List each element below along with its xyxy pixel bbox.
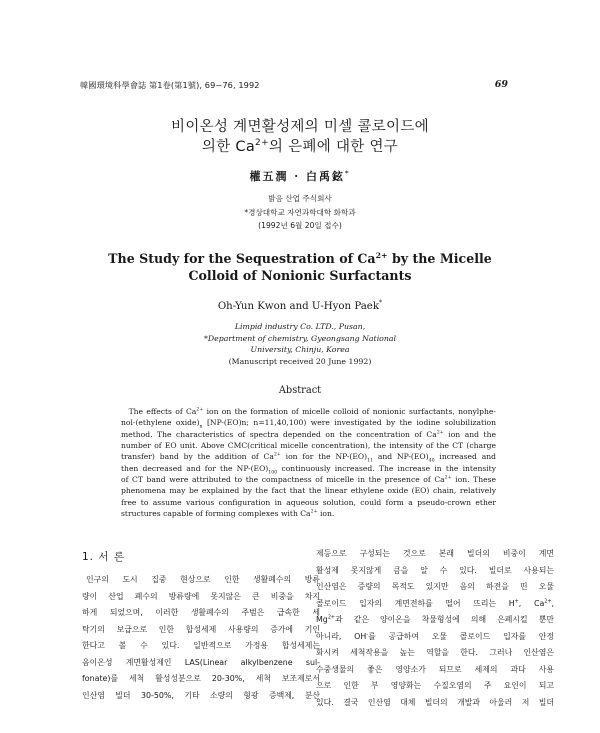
superscript: 2+ [444,475,452,481]
text: of CT band were attributed to the compactness of micelle in the presence of Ca [121,475,445,485]
body-line: fonate)를 세척 활성성분으로 20-30%, 세척 보조제로서 [82,674,320,684]
english-title [0,250,600,284]
text: increased and [434,452,496,462]
english-authors [0,301,600,312]
abstract-body [121,406,496,519]
korean-title-text: 의 은폐에 대한 연구 [268,139,399,155]
right-column [316,546,554,711]
affiliation-line: 밝음 산업 주식회사 [268,194,332,203]
text: ion for the NP-(EO) [280,452,368,462]
body-line: 탁기의 보급으로 인한 합성세제 사용량의 증가에 기인 [82,624,320,634]
korean-title-line-1: 비이온성 계면활성제의 미셀 콜로이드에 [171,119,429,135]
text: ion and the [443,429,496,439]
body-line: 활성제 못지않게 큼을 알 수 있다. 빌더로 사용되는 [316,565,554,575]
body-line: 한다고 볼 수 있다. 일반적으로 가정용 합성세제는 [82,641,320,651]
running-header [80,80,508,94]
manuscript-received: (Manuscript received 20 June 1992) [228,356,372,366]
body-line: 제등으로 구성되는 것으로 본래 빌더의 비중이 계면 [316,549,554,558]
abstract-line [121,474,496,485]
text: 인구의 도시 집중 현상으로 인한 생활폐수의 방류 [85,575,320,584]
text: then decreased and for the NP-(EO) [121,463,269,473]
left-column [82,572,320,704]
received-date: (1992년 6월 20일 접수) [258,221,342,230]
affiliation-line: University, Chinju, Korea [250,345,350,355]
superscript: 2+ [436,430,444,436]
affiliation-line: Limpid industry Co. LTD., Pusan, [234,322,366,331]
author-mark: * [344,169,351,178]
page-number: 69 [494,79,508,90]
subscript: 100 [268,470,278,476]
abstract-heading: Abstract [278,385,322,396]
superscript: + [514,598,519,605]
body-line [82,572,320,589]
superscript: 2+ [310,509,318,515]
text: , Ca [518,598,545,608]
abstract-line: number of EO unit. Above CMC(critical micelle concentration), the intensity of the CT (charge [121,441,496,451]
korean-title-line-2 [0,137,600,157]
superscript: - [366,631,369,638]
author-mark: * [379,299,383,307]
subscript: 40 [428,458,435,464]
subscript: n [199,424,203,430]
body-line [316,612,554,629]
korean-author-names: 權五潤 · 白禹鉉 [249,170,345,183]
body-line: 량이 산업 폐수의 방류량에 못지않은 큰 비중을 차지 [82,591,320,601]
text: 아니라, OH [316,631,367,641]
english-title-line-2: Colloid of Nonionic Surfactants [188,268,412,283]
text: ion. These [451,475,496,485]
text: The effects of Ca [128,407,197,416]
abstract-line [121,429,496,440]
body-line: 으로 인한 부 영양화는 수질오염의 주 요인이 되고 [316,681,554,691]
superscript: 2+ [375,250,388,260]
abstract-line [121,508,496,519]
korean-title-text: 의한 Ca [201,139,256,155]
abstract-line: phenomena may be explained by the fact that the linear ethylene oxide (EO) chain, relatively [121,486,496,496]
body-line: 화시켜 세척작용을 높는 역할을 한다. 그러나 인산염은 [316,648,554,658]
english-title-line-1 [0,250,600,267]
journal-citation: 韓國環境科學會誌 第1卷(第1號), 69~76, 1992 [80,80,260,90]
superscript: 2+ [273,452,281,458]
text: Mg [316,615,328,625]
text: ion on the formation of micelle colloid of nonionic surfactants, nonylphe- [203,407,496,416]
body-line [316,629,554,646]
abstract-line [121,451,496,462]
abstract-line [121,463,496,474]
text: method. The characteristics of spectra depended on the concentration of Ca [121,429,437,439]
text: transfer) band by the addition of Ca [121,452,274,462]
superscript: 2+ [255,138,269,149]
text: ion. [317,509,335,519]
body-line: 있다. 결국 인산염 대체 빌더의 개발과 아울러 저 빌더 [316,697,554,707]
superscript: 2+ [544,598,552,605]
body-line: 인산염 빌더 30-50%, 기타 소량의 형광 증백제, 분산 [82,690,320,700]
body-line: 인산염은 증량의 목적도 있지만 음의 하전을 띤 오물 [316,582,554,592]
affiliation-line: *Department of chemistry, Gyeongsang National [203,333,397,343]
korean-affiliation [0,192,600,233]
superscript: 2+ [327,614,336,621]
text: [NP-(EO)n; n=11,40,100) were investigated by the iodine solubilization [202,418,496,428]
section-heading-introduction: 1. 서 론 [82,551,125,563]
text: 콜로이드 입자의 계면전하를 떨어 뜨리는 H [316,598,515,608]
text: nol-(ethylene oxide) [121,418,200,428]
english-affiliation [0,321,600,367]
text: 를 공급하여 오물 콜로이드 입자를 안정 [368,631,554,641]
text: and NP-(EO) [373,452,429,462]
superscript: 2+ [196,407,204,413]
text: 과 같은 양이온을 착물형성에 의해 은폐시킬 뿐만 [335,615,554,625]
abstract-line [121,406,496,417]
english-title-text: by the Micelle [387,251,492,266]
text: continuously increased. The increase in the intensity [277,463,497,473]
korean-authors [0,168,600,184]
body-line: 하게 되었으며, 이러한 생활폐수의 주범은 급속한 세 [82,608,320,618]
body-line: 수중생물의 좋은 영양소가 되므로 세제의 과다 사용 [316,664,554,674]
affiliation-line: *경상대학교 자연과학대학 화학과 [244,207,356,217]
text: structures capable of forming complexes with Ca [121,509,311,519]
text: , [551,598,554,608]
english-title-text: The Study for the Sequestration of Ca [108,251,376,266]
body-line: 음이온성 계면활성제인 LAS(Linear alkylbenzene sul- [82,657,320,667]
korean-title [0,117,600,157]
abstract-line [121,417,496,428]
english-author-names: Oh-Yun Kwon and U-Hyon Paek [217,301,380,312]
abstract-line: free to assume various configuration in aqueous solution, could form a pseudo-crown ether [121,497,496,507]
subscript: 11 [367,458,374,464]
body-line [316,596,554,613]
